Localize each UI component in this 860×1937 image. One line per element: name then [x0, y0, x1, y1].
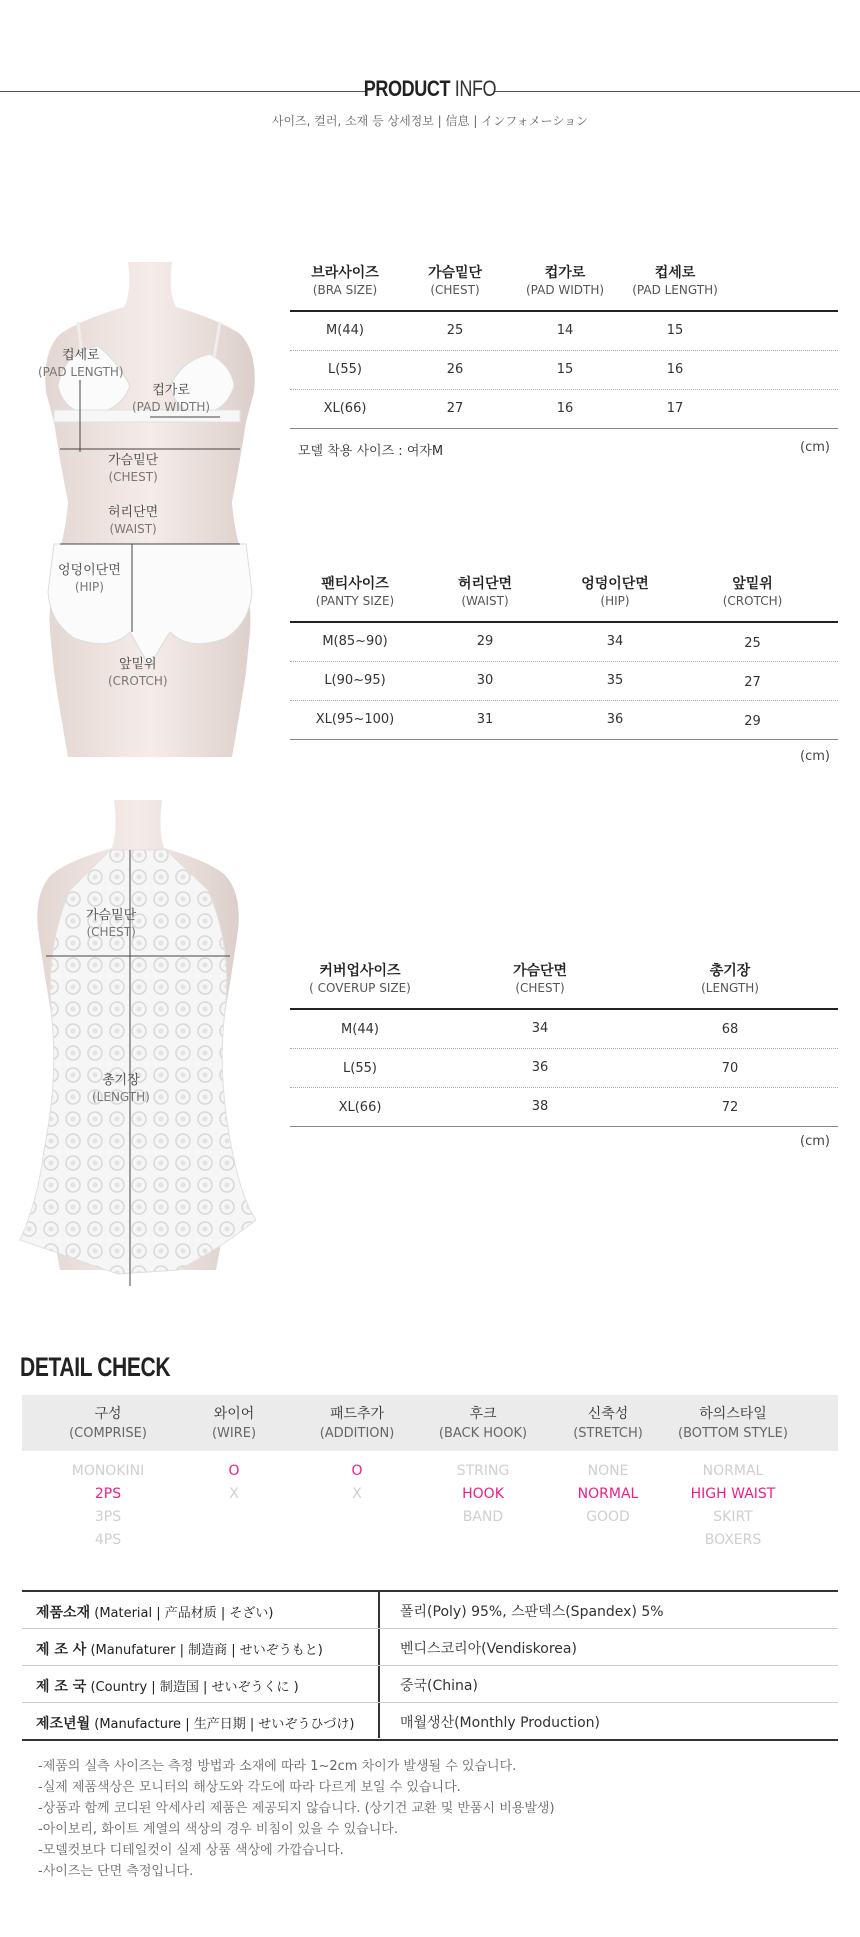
table-cell: M(44): [326, 323, 364, 338]
table-cell: 16: [666, 362, 684, 377]
info-key-rest: (Material | 产品材质 | そざい): [90, 1606, 274, 1621]
table-row: [290, 312, 838, 351]
header-ko: 가슴밑단: [427, 265, 483, 281]
header-ko: 브라사이즈: [311, 265, 379, 281]
option-addition-o: O: [351, 1463, 363, 1479]
column-header: [400, 265, 510, 299]
column-header: [290, 963, 430, 997]
option-none: NONE: [587, 1463, 629, 1479]
option-4ps: 4PS: [94, 1532, 122, 1548]
panty-size-table: [290, 573, 838, 763]
option-bottom-normal: NORMAL: [702, 1463, 764, 1479]
label-en: (CHEST): [86, 925, 136, 939]
table-row: [290, 1049, 838, 1088]
table-cell: 38: [531, 1099, 549, 1114]
detail-check-title: DETAIL CHECK: [20, 1352, 171, 1382]
option-good: GOOD: [586, 1509, 630, 1525]
page-title: [77, 76, 782, 102]
table-cell: 17: [666, 401, 684, 416]
info-key-bold: 제 조 사: [36, 1642, 87, 1658]
option-hook: HOOK: [462, 1486, 504, 1502]
option-addition-x: X: [352, 1486, 362, 1502]
table-cell: 34: [606, 634, 624, 649]
label-ko: 컵가로: [152, 383, 190, 398]
option-3ps: 3PS: [94, 1509, 122, 1525]
table-cell: L(55): [343, 1061, 377, 1076]
unit-label: (cm): [800, 1134, 830, 1149]
header-ko: 가슴단면: [512, 963, 568, 979]
table-row: [290, 623, 838, 662]
info-row-country: [22, 1666, 838, 1703]
label-ko: 총기장: [102, 1073, 140, 1088]
column-header: [620, 265, 730, 299]
table-header: [290, 262, 838, 312]
label-en: (LENGTH): [92, 1090, 150, 1104]
table-row: [290, 351, 838, 390]
table-cell: 27: [744, 675, 761, 690]
option-wire-o: O: [228, 1463, 240, 1479]
header-ko: 앞밑위: [732, 576, 773, 592]
col-ko: 신축성: [587, 1406, 629, 1422]
table-cell: 27: [446, 401, 464, 416]
table-header: [290, 960, 838, 1010]
table-cell: 15: [556, 362, 574, 377]
panty-figure-label-crotch: [108, 656, 168, 690]
model-size-note: 모델 착용 사이즈 : 여자M: [298, 444, 444, 459]
col-ko: 하의스타일: [699, 1406, 767, 1422]
title-light: INFO: [450, 76, 497, 101]
col-en: (STRETCH): [573, 1426, 643, 1441]
footnote: -사이즈는 단면 측정입니다.: [38, 1864, 194, 1879]
option-band: BAND: [462, 1509, 504, 1525]
info-value: 벤디스코리아(Vendiskorea): [400, 1641, 577, 1657]
header-ko: 허리단면: [457, 576, 513, 592]
info-key-rest: (Manufaturer | 制造商 | せいぞうもと): [86, 1643, 323, 1658]
col-ko: 패드추가: [329, 1406, 385, 1422]
table-header: [290, 573, 838, 623]
label-en: (PAD LENGTH): [38, 365, 124, 379]
column-header: [460, 963, 620, 997]
header-ko: 총기장: [709, 963, 751, 979]
option-high-waist: HIGH WAIST: [690, 1486, 776, 1502]
col-en: (ADDITION): [319, 1426, 395, 1441]
detail-col-stretch: [538, 1405, 678, 1443]
table-cell: M(44): [341, 1022, 379, 1037]
header-en: (WAIST): [461, 594, 509, 608]
coverup-figure-label-length: [92, 1072, 150, 1106]
table-cell: 25: [744, 636, 761, 651]
info-value: 폴리(Poly) 95%, 스판덱스(Spandex) 5%: [400, 1604, 664, 1620]
bra-figure-label-pad-width: [132, 382, 210, 416]
table-cell: 15: [666, 323, 684, 338]
column-header: [290, 576, 420, 610]
column-header: [510, 265, 620, 299]
table-cell: XL(66): [338, 1100, 382, 1115]
column-header: [650, 963, 810, 997]
table-cell: 31: [476, 712, 494, 727]
table-cell: 36: [606, 712, 624, 727]
detail-col-bottom-style: [663, 1405, 803, 1443]
table-cell: 16: [556, 401, 574, 416]
table-row: [290, 1088, 838, 1127]
header-ko: 커버업사이즈: [319, 963, 401, 979]
table-cell: 34: [531, 1021, 549, 1036]
header-en: (CROTCH): [722, 594, 783, 608]
label-en: (CROTCH): [108, 674, 168, 688]
table-cell: M(85~90): [322, 634, 388, 649]
table-cell: L(90~95): [324, 673, 386, 688]
col-en: (BOTTOM STYLE): [678, 1426, 788, 1441]
table-cell: XL(95~100): [315, 712, 395, 727]
col-en: (WIRE): [211, 1426, 257, 1441]
header-en: (CHEST): [430, 283, 480, 297]
table-cell: 29: [744, 714, 761, 729]
label-ko: 가슴밑단: [108, 453, 159, 468]
table-cell: 29: [476, 634, 494, 649]
header-ko: 엉덩이단면: [581, 576, 649, 592]
table-cell: 25: [446, 323, 464, 338]
unit-label: (cm): [800, 749, 830, 764]
info-key-rest: (Manufacture | 生产日期 | せいぞうひづけ): [90, 1717, 355, 1732]
table-row: [290, 1010, 838, 1049]
info-row-material: [22, 1592, 838, 1629]
option-wire-x: X: [229, 1486, 239, 1502]
table-cell: 35: [606, 673, 624, 688]
table-cell: XL(66): [323, 401, 367, 416]
col-en: (BACK HOOK): [438, 1426, 528, 1441]
info-row-manufacturer: [22, 1629, 838, 1666]
footnote: -제품의 실측 사이즈는 측정 방법과 소재에 따라 1~2cm 차이가 발생될 수 있습니다.: [38, 1759, 517, 1774]
info-key: [36, 1676, 299, 1696]
table-row: [290, 662, 838, 701]
option-skirt: SKIRT: [713, 1509, 753, 1525]
panty-figure-label-waist: [108, 504, 158, 538]
option-boxers: BOXERS: [704, 1532, 762, 1548]
info-key: [36, 1713, 354, 1733]
bra-size-table: [290, 262, 838, 459]
table-cell: 68: [721, 1022, 739, 1037]
page-subtitle: 사이즈, 컬러, 소재 등 상세정보 | 信息 | インフォメーション: [271, 114, 589, 128]
table-cell: 14: [556, 323, 574, 338]
info-value: 매월생산(Monthly Production): [400, 1715, 601, 1731]
header-en: (BRA SIZE): [312, 283, 378, 297]
label-en: (WAIST): [109, 522, 157, 536]
header-en: (HIP): [600, 594, 630, 608]
label-en: (CHEST): [108, 470, 158, 484]
info-row-manufacture-date: [22, 1703, 838, 1741]
label-en: (HIP): [74, 580, 104, 594]
info-key: [36, 1602, 274, 1622]
table-cell: 30: [476, 673, 494, 688]
header-en: ( COVERUP SIZE): [309, 981, 411, 995]
header-en: (PANTY SIZE): [315, 594, 395, 608]
label-ko: 엉덩이단면: [58, 563, 121, 578]
header-ko: 팬티사이즈: [321, 576, 389, 592]
col-ko: 구성: [94, 1406, 122, 1422]
option-monokini: MONOKINI: [71, 1463, 145, 1479]
col-en: (COMPRISE): [69, 1426, 147, 1441]
column-header: [680, 576, 825, 610]
column-header: [550, 576, 680, 610]
label-ko: 가슴밑단: [86, 908, 137, 923]
footnote: -상품과 함께 코디된 악세사리 제품은 제공되지 않습니다. (상기건 교환 및 반품시 비용발생): [38, 1801, 555, 1816]
header-ko: 컵가로: [544, 265, 586, 281]
panty-figure-label-hip: [58, 562, 121, 596]
info-key-bold: 제조년월: [36, 1716, 91, 1732]
table-cell: 36: [531, 1060, 549, 1075]
coverup-size-table: [290, 960, 838, 1152]
label-en: (PAD WIDTH): [132, 400, 211, 414]
footnote: -모델컷보다 디테일컷이 실제 상품 색상에 가깝습니다.: [38, 1843, 344, 1858]
info-key-bold: 제품소재: [36, 1605, 91, 1621]
title-bold: PRODUCT: [363, 76, 451, 101]
option-2ps: 2PS: [94, 1486, 122, 1502]
info-key: [36, 1639, 323, 1659]
detail-col-back-hook: [413, 1405, 553, 1443]
label-ko: 앞밑위: [118, 657, 157, 672]
table-cell: 26: [446, 362, 464, 377]
column-header: [290, 265, 400, 299]
label-ko: 허리단면: [108, 505, 159, 520]
bra-figure-label-pad-length: [38, 347, 124, 381]
bra-figure-label-chest: [108, 452, 158, 486]
option-normal: NORMAL: [577, 1486, 639, 1502]
info-key-rest: (Country | 制造国 | せいぞうくに ): [86, 1680, 299, 1695]
coverup-mannequin-image: [18, 800, 258, 1290]
label-ko: 컵세로: [61, 348, 100, 363]
option-string: STRING: [456, 1463, 510, 1479]
footnote: -아이보리, 화이트 계열의 색상의 경우 비침이 있을 수 있습니다.: [38, 1822, 398, 1837]
header-ko: 컵세로: [654, 265, 696, 281]
detail-col-wire: [164, 1405, 304, 1443]
table-row: [290, 701, 838, 740]
info-key-bold: 제 조 국: [36, 1679, 87, 1695]
table-cell: L(55): [328, 362, 362, 377]
header-en: (PAD WIDTH): [525, 283, 605, 297]
header-en: (LENGTH): [701, 981, 759, 995]
table-cell: 70: [721, 1061, 739, 1076]
info-value: 중국(China): [400, 1678, 478, 1694]
table-row: [290, 390, 838, 429]
detail-col-comprise: [38, 1405, 178, 1443]
coverup-figure-label-chest: [86, 907, 136, 941]
header-en: (CHEST): [515, 981, 565, 995]
detail-col-addition: [287, 1405, 427, 1443]
col-ko: 후크: [469, 1406, 497, 1422]
table-cell: 72: [721, 1100, 739, 1115]
header-en: (PAD LENGTH): [632, 283, 718, 297]
col-ko: 와이어: [213, 1406, 255, 1422]
column-header: [420, 576, 550, 610]
unit-label: (cm): [800, 440, 830, 455]
footnote: -실제 제품색상은 모니터의 해상도와 각도에 따라 다르게 보일 수 있습니다.: [38, 1780, 461, 1795]
